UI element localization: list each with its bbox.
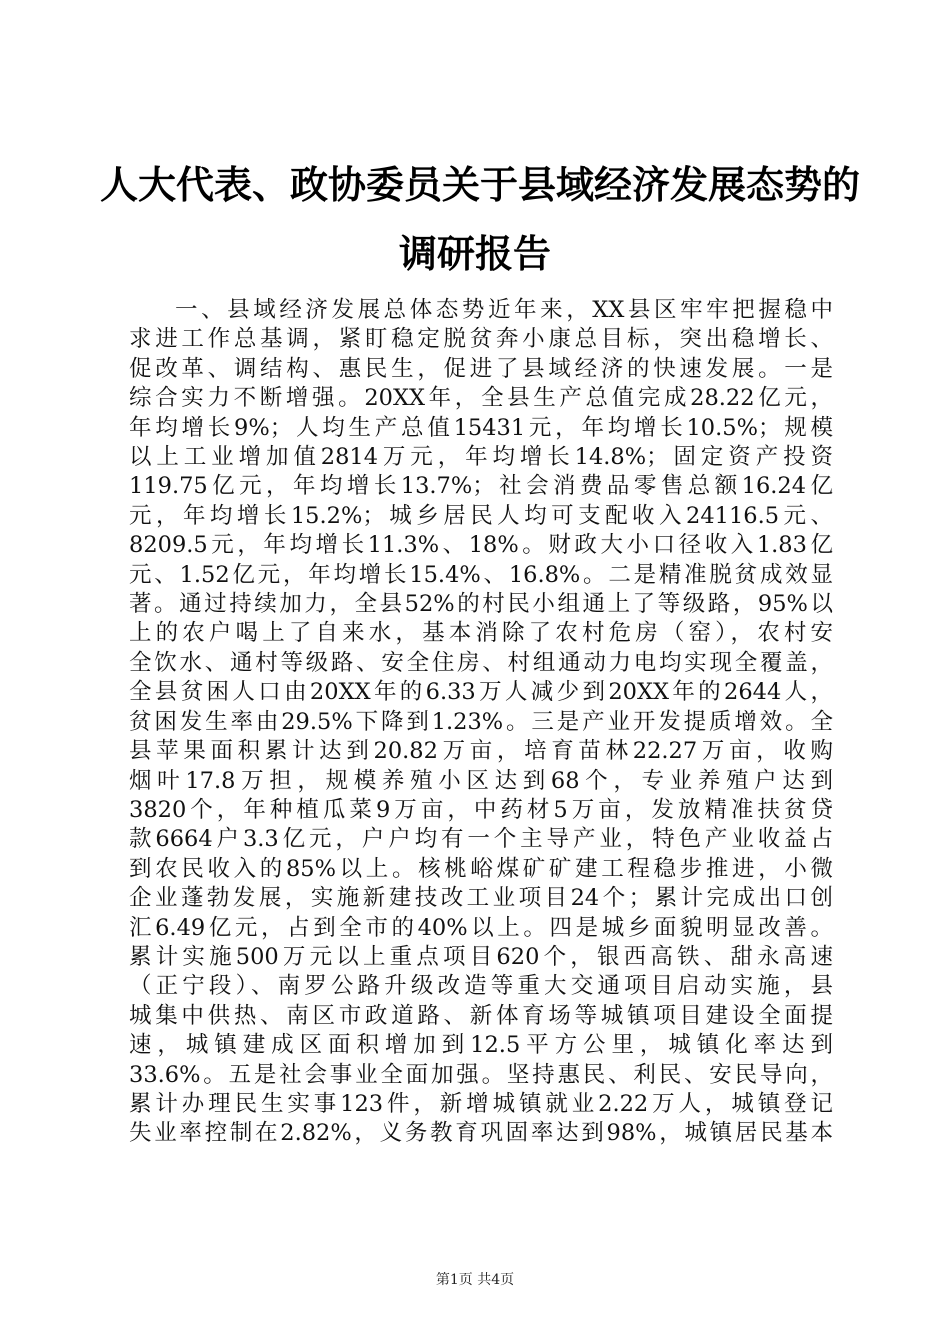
paragraph-line: 以上工业增加值2814万元，年均增长14.8%；固定资产投资 [129, 444, 833, 471]
document-body [129, 296, 833, 1149]
page-number-footer: 第1页 共4页 [435, 1272, 515, 1288]
paragraph-line: 促改革、调结构、惠民生，促进了县域经济的快速发展。一是 [129, 355, 833, 382]
paragraph-line: 年均增长9%；人均生产总值15431元，年均增长10.5%；规模 [129, 414, 833, 441]
paragraph-line: 元，年均增长15.2%；城乡居民人均可支配收入24116.5元、 [129, 502, 833, 529]
paragraph-line: 县苹果面积累计达到20.82万亩，培育苗林22.27万亩，收购 [129, 738, 833, 765]
paragraph-line: 一、县域经济发展总体态势近年来，XX县区牢牢把握稳中 [175, 297, 833, 323]
paragraph-line: 8209.5元，年均增长11.3%、18%。财政大小口径收入1.83亿 [129, 532, 833, 559]
paragraph-line: 求进工作总基调，紧盯稳定脱贫奔小康总目标，突出稳增长、 [129, 326, 833, 353]
paragraph-line: 烟叶17.8万担，规模养殖小区达到68个，专业养殖户达到 [129, 767, 833, 794]
paragraph-line: 元、1.52亿元，年均增长15.4%、16.8%。二是精准脱贫成效显 [129, 561, 833, 588]
document-title [100, 150, 861, 288]
paragraph-line: 全县贫困人口由20XX年的6.33万人减少到20XX年的2644人， [129, 679, 833, 706]
paragraph-line: 3820个，年种植瓜菜9万亩，中药材5万亩，发放精准扶贫贷 [129, 796, 833, 823]
paragraph-line: 累计办理民生实事123件，新增城镇就业2.22万人，城镇登记 [129, 1090, 833, 1117]
title-line-1: 人大代表、政协委员关于县域经济发展态势的 [100, 162, 861, 207]
paragraph-line: 城集中供热、南区市政道路、新体育场等城镇项目建设全面提 [129, 1002, 833, 1029]
paragraph-line: 33.6%。五是社会事业全面加强。坚持惠民、利民、安民导向， [129, 1061, 833, 1088]
paragraph-line: 汇6.49亿元，占到全市的40%以上。四是城乡面貌明显改善。 [129, 914, 833, 941]
paragraph-line: 综合实力不断增强。20XX年，全县生产总值完成28.22亿元， [129, 385, 833, 412]
paragraph-line: 上的农户喝上了自来水，基本消除了农村危房（窑），农村安 [129, 620, 833, 647]
title-line-2: 调研报告 [398, 231, 551, 276]
paragraph-line: 企业蓬勃发展，实施新建技改工业项目24个；累计完成出口创 [129, 885, 833, 912]
paragraph-line: 速，城镇建成区面积增加到12.5平方公里，城镇化率达到 [129, 1032, 833, 1059]
paragraph-line: 全饮水、通村等级路、安全住房、村组通动力电均实现全覆盖， [129, 649, 833, 676]
paragraph-line: 贫困发生率由29.5%下降到1.23%。三是产业开发提质增效。全 [129, 708, 833, 735]
paragraph-line: 累计实施500万元以上重点项目620个，银西高铁、甜永高速 [129, 943, 833, 970]
paragraph-line: 失业率控制在2.82%，义务教育巩固率达到98%，城镇居民基本 [129, 1120, 833, 1147]
paragraph-line: 119.75亿元，年均增长13.7%；社会消费品零售总额16.24亿 [129, 473, 833, 500]
paragraph-line: 款6664户3.3亿元，户户均有一个主导产业，特色产业收益占 [129, 826, 833, 853]
paragraph-line: 到农民收入的85%以上。核桃峪煤矿矿建工程稳步推进，小微 [129, 855, 833, 882]
paragraph-line: 著。通过持续加力，全县52%的村民小组通上了等级路，95%以 [129, 591, 833, 618]
paragraph-line: （正宁段）、南罗公路升级改造等重大交通项目启动实施，县 [129, 973, 833, 1000]
